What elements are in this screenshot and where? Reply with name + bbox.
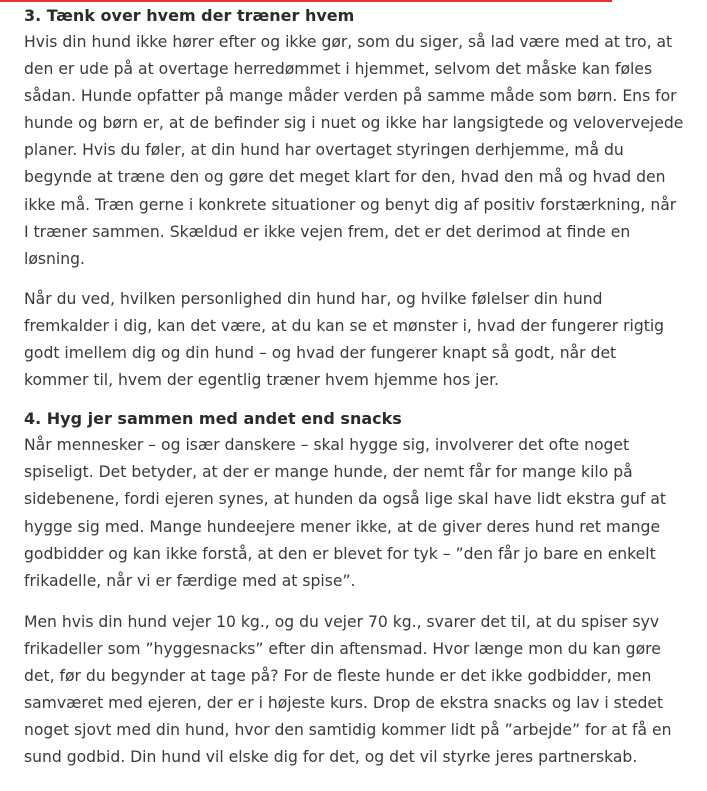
top-accent-rule — [0, 0, 612, 2]
article-body — [24, 5, 684, 771]
section-hygge-snacks — [24, 408, 684, 771]
section-heading: 4. Hyg jer sammen med andet end snacks — [24, 409, 402, 429]
paragraph: Men hvis din hund vejer 10 kg., og du vejer 70 kg., svarer det til, at du spiser syv frikadeller som ”hyggesnacks” efter din aftensmad. Hvor længe mon du kan gøre det, før du begynder at tage på? For de fleste hunde er det ikke godbidder, men samværet med ejeren, der er i højeste kurs. Drop de ekstra snacks og lav i stedet noget sjovt med din hund, hvor den samtidig kommer lidt på ”arbejde” for at få en sund godbid. Din hund vil elske dig for det, og det vil styrke jeres partnerskab. — [24, 612, 672, 767]
paragraph: Hvis din hund ikke hører efter og ikke gør, som du siger, så lad være med at tro, at den er ude på at overtage herredømmet i hjemmet, selvom det måske kan føles sådan. Hunde opfatter på mange måder verden på samme måde som børn. Ens for hunde og børn er, at de befinder sig i nuet og ikke har langsigtede og velovervejede planer. Hvis du føler, at din hund har overtaget styringen derhjemme, må du begynde at træne den og gøre det meget klart for den, hvad den må og hvad den ikke må. Træn gerne i konkrete situationer og benyt dig af positiv forstærkning, når I træner sammen. Skældud er ikke vejen frem, det er det derimod at finde en løsning. — [24, 33, 684, 268]
paragraph: Når mennesker – og især danskere – skal hygge sig, involverer det ofte noget spiseligt. Det betyder, at der er mange hunde, der nemt får for mange kilo på sidebenene, fordi ejeren synes, at hunden da også lige skal have lidt ekstra guf at hygge sig med. Mange hundeejere mener ikke, at de giver deres hund ret mange godbidder og kan ikke forstå, at den er blevet for tyk – ”den får jo bare en enkelt frikadelle, når vi er færdige med at spise”. — [24, 436, 667, 590]
section-heading: 3. Tænk over hvem der træner hvem — [24, 6, 355, 25]
section-train-who — [24, 5, 684, 394]
paragraph: Når du ved, hvilken personlighed din hund har, og hvilke følelser din hund fremkalder i dig, kan det være, at du kan se et mønster i, hvad der fungerer rigtig godt imellem dig og din hund – og hvad der fungerer knapt så godt, når det kommer til, hvem der egentlig træner hvem hjemme hos jer. — [24, 289, 665, 390]
